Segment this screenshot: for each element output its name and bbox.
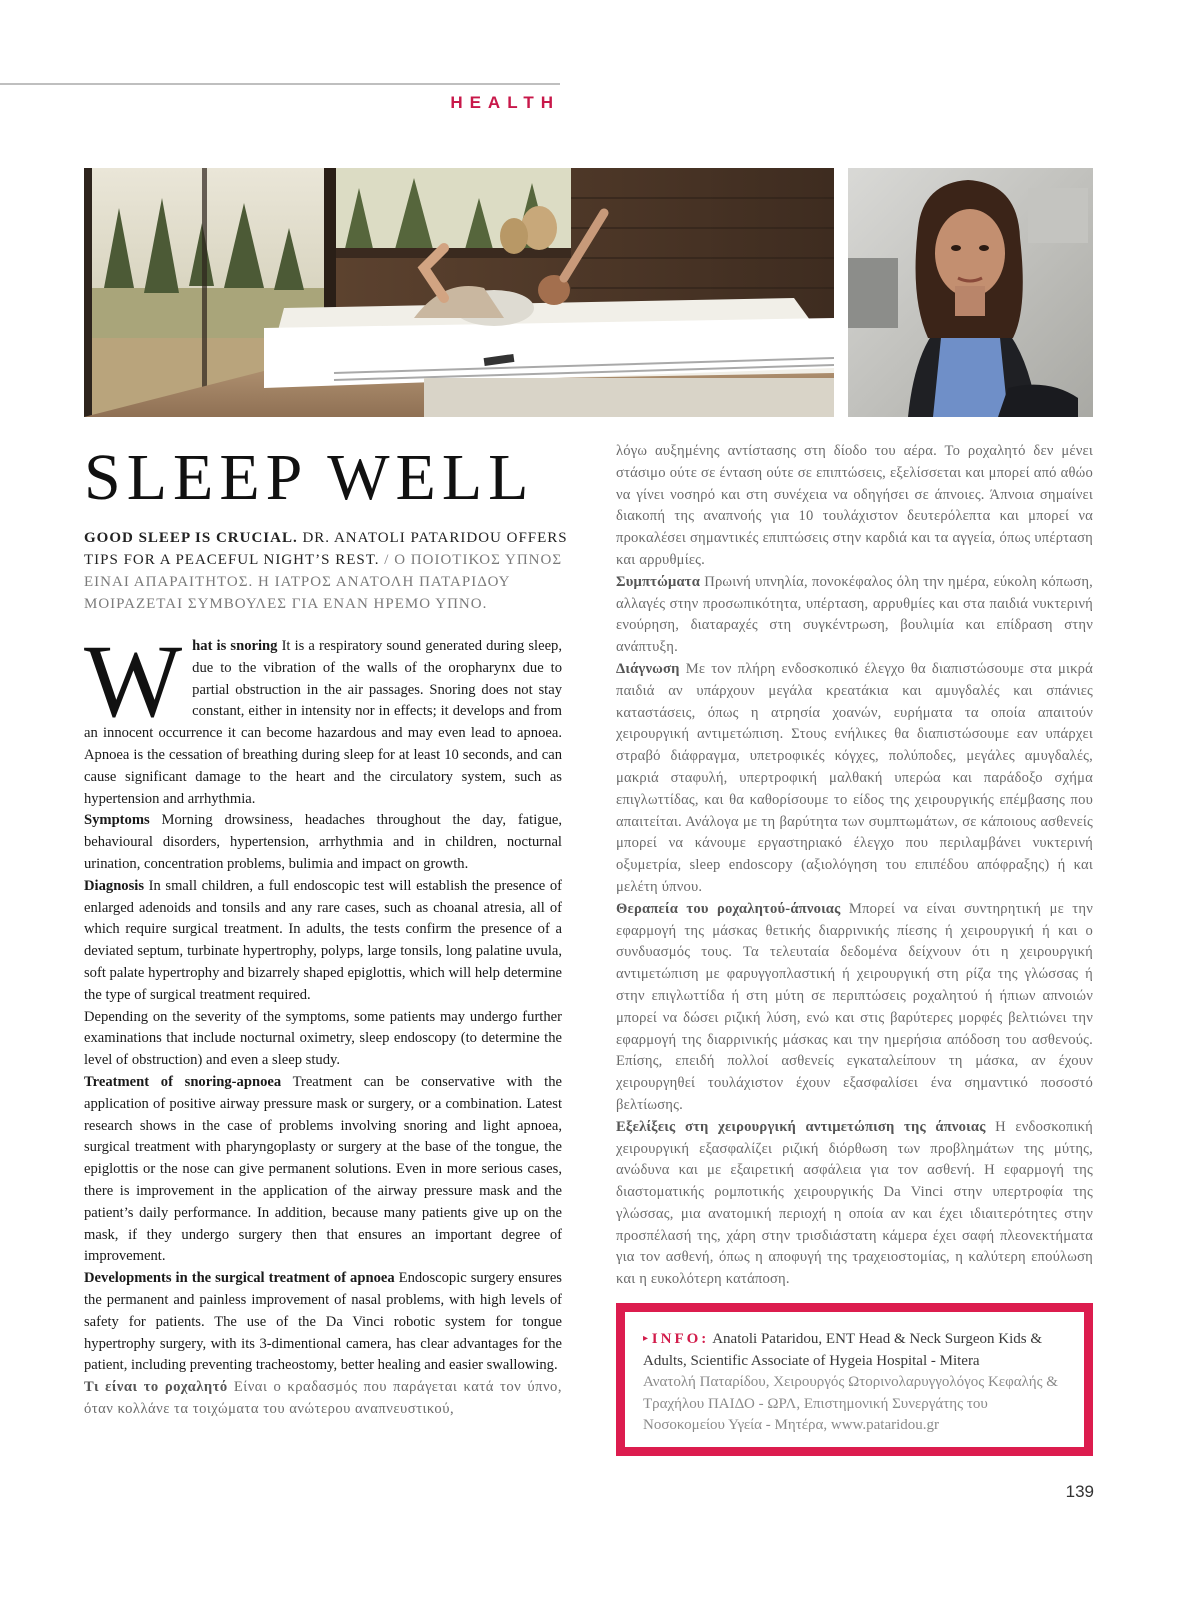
label-symptoms: Symptoms: [84, 812, 150, 829]
label-greek-developments: Εξελίξεις στη χειρουργική αντιμετώπιση της άπνοιας: [616, 1118, 986, 1135]
paragraph-greek-diagnosis: [616, 659, 1093, 899]
paragraph-greek-snoring-cont: λόγω αυξημένης αντίστασης στη δίοδο του αέρα. Το ροχαλητό δεν μένει στάσιμο ούτε σε ένταση ούτε σε επιπτώσεις, εξελίσσεται και μπορεί από αθώο να γίνει νοσηρό και στη συνέχεια να οδηγήσει σε άπνοιες. Άπνοια σημαίνει διακοπή της αναπνοής για 10 τουλάχιστον δευτερόλεπτα και μπορεί να προκαλέσει σημαντικές επιπτώσεις στην καρδιά και τα αγγεία, όπως υπέρταση και αρρυθμίες.: [616, 443, 1093, 568]
top-rule: [0, 83, 560, 85]
text-what-is-snoring: It is a respiratory sound generated during sleep, due to the vibration of the walls of the oropharynx due to partial obstruction in the air passages. Snoring does not stay constant, either in intensity nor in effects; it develops and from an innocent occurrence it can become hazardous and may even lead to apnoea. Apnoea is the cessation of breathing during sleep for at least 10 seconds, and can cause significant damage to the heart and the circulatory system, such as hypertension and arrhythmia.: [84, 638, 562, 807]
text-greek-developments: Η ενδοσκοπική χειρουργική εξασφαλίζει ριζική διόρθωση των προβλημάτων της μύτης, ανώδυνα και με εξαιρετική ασφάλεια για τον ασθενή. Η εφαρμογή της διαστοματικής ρομποτικής χειρουργικής Da Vinci στην υπερτροφία της γλώσσας, μια ανατομική περιοχή η οποία αν και έχει ιδιαιτερότητες στην προσπέλασή της, χάρη στην τρισδιάστατη κάμερα έχει σαφή πλεονεκτήματα για τον ασθενή, όπως η αποφυγή της τραχειοστομίας, η καλύτερη επούλωση και η ευκολότερη κατάποση.: [616, 1118, 1094, 1288]
info-english-text: Anatoli Pataridou, ENT Head & Neck Surgeon Kids & Adults, Scientific Associate of Hygeia Hospital - Mitera: [643, 1331, 1043, 1369]
info-arrow-icon: ▸: [643, 1333, 649, 1344]
label-diagnosis: Diagnosis: [84, 877, 145, 894]
paragraph-symptoms: [84, 810, 562, 875]
label-greek-treatment: Θεραπεία του ροχαλητού-άπνοιας: [616, 900, 841, 917]
paragraph-greek-symptoms: [616, 572, 1093, 659]
paragraph-greek-treatment: [616, 899, 1093, 1117]
drop-cap: W: [84, 624, 183, 739]
section-label: HEALTH: [450, 93, 560, 112]
text-treatment: Treatment can be conservative with the application of positive airway pressure mask or surgery, or a combination. Latest research shows in the case of problems involving snoring and light apnoea, surgical treatment with pharyngoplasty or surgery at the base of the tongue, the epiglottis or the nose can give permanent solutions. Even in more serious cases, there is improvement in the application of the airway pressure mask and the patient’s daily performance. In addition, because many patients give up on the mask, if they undergo surgery then that ensures an important degree of improvement.: [84, 1073, 562, 1265]
text-greek-diagnosis: Με τον πλήρη ενδοσκοπικό έλεγχο θα διαπιστώσουμε στα μικρά παιδιά αν υπάρχουν μεγάλα κρεατάκια και αμυγδαλές και σπάνιες καταστάσεις, όπως η ατρησία χοανών, ευρήματα τα οποία απαιτούν χειρουργική αντιμετώπιση. Στους ενήλικες θα διαπιστώσουμε εαν υπάρχει στραβό διάφραγμα, υπετροφικές κόγχες, πολύποδες, μεγάλες αμυγδαλές, μακριά σταφυλή, υπερτροφική μαλθακή υπερώα και παράδοξο σχήμα επιγλωττίδας, και θα καθορίσουμε το είδος της χειρουργικής επέμβασης που απαιτείται. Ανάλογα με τη βαρύτητα των συμπτωμάτων, σε κάποιους ασθενείς μπορεί να κάνουμε εργαστηριακό έλεγχο που περιλαμβάνει νυκτερινή οξυμετρία, sleep endoscopy (αξιολόγηση του επιπέδου απόφραξης) ή και μελέτη ύπνου.: [616, 660, 1093, 895]
paragraph-what-is-snoring: [84, 624, 562, 810]
paragraph-greek-developments: [616, 1117, 1093, 1291]
label-greek-symptoms: Συμπτώματα: [616, 573, 701, 590]
deck-english: DR. ANATOLI PATARIDOU OFFERS TIPS FOR A PEACEFUL NIGHT’S REST.: [84, 530, 568, 568]
article-deck: [84, 527, 574, 615]
text-greek-treatment: Μπορεί να είναι συντηρητική με την εφαρμογή της μάσκας θετικής διαρρινικής πίεσης ή χειρουργική ή και ο συνδυασμός τους. Τα τελευταία δεδομένα δείχνουν ότι η χειρουργική αντιμετώπιση με φαρυγγοπλαστική ή χειρουργική στη ρίζα της γλώσσας ή στην επιγλωττίδα ή στη μύτη σε περιπτώσεις ροχαλητού ή ήπιων απνοιών μπορεί να δώσει ριζική λύση, ενώ και στις βαρύτερες μορφές βελτιώνει την εφαρμογή της διαρρινικής μάσκας και την ημερήσια απόδοση του ασθενούς. Επίσης, επειδή πολλοί ασθενείς εγκαταλείπουν τη μάσκα, αν έχουν χειρουργηθεί τουλάχιστον έχουν εξασφαλίσει ένα σημαντικό ποσοστό βελτίωσης.: [616, 900, 1094, 1113]
text-greek-symptoms: Πρωινή υπνηλία, πονοκέφαλος όλη την ημέρα, εύκολη κόπωση, αλλαγές στην προσωπικότητα, υπέρταση, αρρυθμίες και στα παιδιά νυκτερινή ενούρηση, διαταραχές στη συγκέντρωση, βουλιμία και επίδραση στην ανάπτυξη.: [616, 573, 1093, 656]
text-developments: Endoscopic surgery ensures the permanent and painless improvement of nasal problems, with high levels of safety for patients. The use of the Da Vinci robotic system for tongue hypertrophy surgery, with its 3-dimentional camera, has clear advantages for the patient, including preventing tracheostomy, better healing and easier swallowing.: [84, 1270, 562, 1374]
label-greek-snoring: Τι είναι το ροχαλητό: [84, 1379, 228, 1396]
deck-greek: / Ο ΠΟΙΟΤΙΚΟΣ ΥΠΝΟΣ ΕΙΝΑΙ ΑΠΑΡΑΙΤΗΤΟΣ. Η ΙΑΤΡΟΣ ΑΝΑΤΟΛΗ ΠΑΤΑΡΙΔΟΥ ΜΟΙΡΑΖΕΤΑΙ ΣΥΜΒΟΥΛΕΣ ΓΙΑ ΕΝΑΝ ΗΡΕΜΟ ΥΠΝΟ.: [84, 552, 563, 612]
paragraph-developments: [84, 1268, 562, 1377]
label-what-is-snoring: hat is snoring: [192, 638, 278, 654]
woman-stretching-on-bed-photo: [84, 168, 834, 417]
text-greek-snoring: Είναι ο κραδασμός που παράγεται κατά τον ύπνο, όταν κολλάνε τα τοιχώματα του ανώτερου αναπνευστικού,: [84, 1379, 562, 1417]
text-symptoms: Morning drowsiness, headaches throughout the day, fatigue, behavioural disorders, hypertension, arrhythmia and in children, nocturnal urination, concentration problems, bulimia and impact on growth.: [84, 812, 562, 872]
right-column: [616, 441, 1093, 1291]
article-headline: SLEEP WELL: [84, 441, 535, 514]
paragraph-greek-snoring: [84, 1377, 562, 1421]
doctor-portrait-photo: [848, 168, 1093, 417]
page-number: 139: [1065, 1482, 1094, 1501]
deck-lead: GOOD SLEEP IS CRUCIAL.: [84, 530, 298, 546]
label-developments: Developments in the surgical treatment of apnoea: [84, 1270, 395, 1287]
label-greek-diagnosis: Διάγνωση: [616, 660, 680, 677]
info-tag: INFO:: [651, 1331, 710, 1347]
left-column: [84, 624, 562, 1421]
info-greek-text: Ανατολή Παταρίδου, Χειρουργός Ωτορινολαρυγγολόγος Κεφαλής & Τραχήλου ΠΑΙΔΟ - ΩΡΛ, Επιστημονική Συνεργάτης του Νοσοκομείου Υγεία - Μητέρα, www.pataridou.gr: [643, 1374, 1058, 1434]
info-box-inner: [625, 1312, 1084, 1447]
info-english: [643, 1328, 1072, 1372]
paragraph-diagnosis: [84, 876, 562, 1007]
paragraph-further-examinations: Depending on the severity of the symptoms, some patients may undergo further examinations that include nocturnal oximetry, sleep endoscopy (to determine the level of obstruction) and even a sleep study.: [84, 1008, 562, 1069]
paragraph-treatment: [84, 1072, 562, 1268]
text-diagnosis: In small children, a full endoscopic test will establish the presence of enlarged adenoids and tonsils and any rare cases, such as choanal atresia, all of which require surgical treatment. In adults, the tests confirm the presence of a deviated septum, turbinate hypertrophy, polyps, large tonsils, long palatine uvula, soft palate hypertrophy and bizarrely shaped epiglottis, which will help determine the type of surgical treatment required.: [84, 877, 562, 1003]
label-treatment: Treatment of snoring-apnoea: [84, 1073, 282, 1090]
info-box: [616, 1303, 1093, 1456]
